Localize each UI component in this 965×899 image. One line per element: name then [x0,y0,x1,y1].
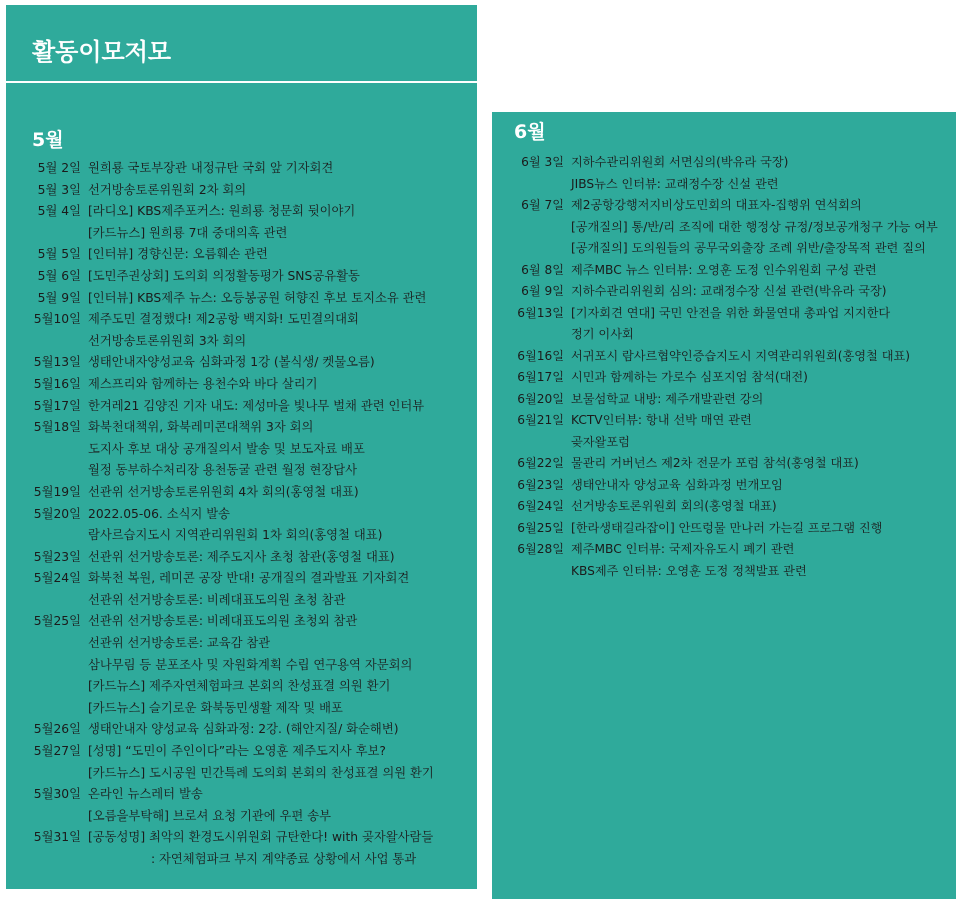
activity-date [6,331,81,353]
activity-row [6,806,477,828]
activity-row [6,396,477,418]
activity-text: 도지사 후보 대상 공개질의서 발송 및 보도자료 배포 [88,441,365,456]
activity-row [6,525,477,547]
activity-date: 5월31일 [33,830,81,845]
may-panel [6,5,477,889]
activity-date: 5월 6일 [37,268,81,283]
activity-date: 5월 9일 [37,290,81,305]
activity-text: [라디오] KBS제주포커스: 원희룡 청문회 뒷이야기 [88,204,356,219]
activity-date [6,655,81,677]
activity-text: 선관위 선거방송토론: 교육감 참관 [88,636,271,651]
activity-date [492,324,564,346]
activity-date [6,698,81,720]
activity-row [492,410,956,432]
activity-date: 5월 5일 [37,247,81,262]
title-bar [6,5,477,83]
activity-text: [인터뷰] KBS제주 뉴스: 오등봉공원 허향진 후보 토지소유 관련 [88,290,427,305]
may-heading: 5월 [32,129,64,151]
activity-row [6,827,477,849]
activity-row [6,849,477,871]
activity-row [492,367,956,389]
activity-date: 5월 4일 [37,204,81,219]
activity-text: 선관위 선거방송토론위원회 4차 회의(홍영철 대표) [88,484,359,499]
activity-text: 곶자왈포럼 [571,434,630,449]
activity-text: 제주MBC 뉴스 인터뷰: 오영훈 도정 인수위원회 구성 관련 [571,262,877,277]
activity-date: 6월21일 [517,413,564,427]
activity-row [6,763,477,785]
activity-date [6,633,81,655]
activity-text: 제주도민 결정했다! 제2공항 백지화! 도민결의대회 [88,312,359,327]
activity-row [6,331,477,353]
activity-row [6,504,477,526]
activity-date: 6월20일 [517,391,564,406]
activity-text: 2022.05-06. 소식지 발송 [88,506,231,521]
activity-date: 6월28일 [517,542,564,556]
activity-date [6,439,81,461]
activity-date [6,223,81,245]
activity-row [6,223,477,245]
activity-row [6,784,477,806]
activity-row [492,152,956,174]
activity-date: 5월20일 [33,506,81,521]
activity-text: [공개질의] 통/반/리 조직에 대한 행정상 규정/정보공개청구 가능 여부 [571,219,938,234]
activity-row [6,309,477,331]
activity-text: 생태안내자 양성교육 심화과정: 2강. (해안지질/ 화순해변) [88,722,399,737]
activity-row [6,611,477,633]
activity-row [6,547,477,569]
activity-text: [카드뉴스] 도시공원 민간특례 도의회 본회의 찬성표결 의원 환기 [88,765,434,780]
activity-date: 5월16일 [33,376,81,391]
may-activity-list [6,158,477,871]
activity-text: KCTV인터뷰: 항내 선박 매연 관련 [571,413,752,427]
activity-date: 5월25일 [33,614,81,629]
activity-row [492,496,956,518]
activity-date: 6월25일 [517,520,564,535]
june-panel [492,112,956,899]
activity-date: 5월17일 [33,398,81,413]
activity-row [492,260,956,282]
activity-date: 5월13일 [33,355,81,370]
activity-row [6,633,477,655]
activity-text: JIBS뉴스 인터뷰: 교래정수장 신설 관련 [571,176,779,191]
activity-date: 5월18일 [33,420,81,435]
activity-row [492,346,956,368]
activity-date [492,561,564,583]
activity-text: [카드뉴스] 제주자연체험파크 본회의 찬성표결 의원 환기 [88,679,391,694]
activity-text: 지하수관리위원회 심의: 교래정수장 신설 관련(박유라 국장) [571,284,887,298]
activity-text: 선관위 선거방송토론: 비례대표도의원 초청 참관 [88,592,346,607]
activity-date: 6월 3일 [521,155,564,169]
activity-row [492,195,956,217]
activity-text: 선거방송토론위원회 3차 회의 [88,333,247,348]
activity-text: [한라생태길라잡이] 안뜨렁물 만나러 가는길 프로그램 진행 [571,520,883,535]
activity-text: [카드뉴스] 원희룡 7대 중대의혹 관련 [88,225,288,240]
activity-row [6,244,477,266]
activity-row [492,561,956,583]
activity-date: 5월24일 [33,571,81,586]
activity-date: 6월 7일 [521,198,564,212]
activity-text: 지하수관리위원회 서면심의(박유라 국장) [571,155,789,169]
activity-text: 선거방송토론위원회 2차 회의 [88,182,247,197]
activity-row [6,741,477,763]
activity-text: 온라인 뉴스레터 발송 [88,787,203,802]
activity-text: 서귀포시 람사르협약인증습지도시 지역관리위원회(홍영철 대표) [571,348,911,363]
activity-row [6,460,477,482]
activity-row [492,475,956,497]
activity-text: [성명] “도민이 주인이다”라는 오영훈 제주도지사 후보? [88,744,386,759]
june-heading: 6월 [514,121,546,143]
activity-date: 6월23일 [517,477,564,492]
activity-date: 5월 3일 [37,182,81,197]
activity-text: 화북천대책위, 화북레미콘대책위 3자 회의 [88,420,314,435]
activity-text: [오름을부탁해] 브로셔 요청 기관에 우편 송부 [88,808,331,823]
activity-date: 6월22일 [517,456,564,470]
activity-date [492,432,564,454]
activity-row [6,482,477,504]
activity-text: 생태안내자 양성교육 심화과정 번개모임 [571,477,783,492]
activity-date: 6월 8일 [521,262,564,277]
activity-text: : 자연체험파크 부지 계약종료 상황에서 사업 통과 [151,852,417,866]
activity-text: 물관리 거버넌스 제2차 전문가 포럼 참석(홍영철 대표) [571,456,859,470]
activity-row [6,180,477,202]
activity-date [492,217,564,239]
activity-date: 6월16일 [517,348,564,363]
activity-text: [기자회견 연대] 국민 안전을 위한 화물연대 총파업 지지한다 [571,305,891,320]
activity-row [6,655,477,677]
activity-row [6,698,477,720]
activity-text: [공개질의] 도의원들의 공무국외출장 조례 위반/출장목적 관련 질의 [571,241,926,255]
activity-date [6,460,81,482]
activity-text: 정기 이사회 [571,327,634,341]
activity-row [6,374,477,396]
activity-date: 5월10일 [33,312,81,327]
activity-date [6,590,81,612]
activity-text: 보물섬학교 내방: 제주개발관련 강의 [571,391,764,406]
activity-text: 화북천 복원, 레미콘 공장 반대! 공개질의 결과발표 기자회견 [88,571,410,586]
activity-row [492,389,956,411]
activity-date [6,763,81,785]
june-activity-list [492,152,956,582]
activity-date: 5월19일 [33,484,81,499]
activity-date: 6월24일 [517,499,564,513]
activity-date [492,174,564,196]
activity-date: 6월 9일 [521,284,564,298]
activity-text: [카드뉴스] 슬기로운 화북동민생활 제작 및 배포 [88,700,343,715]
activity-text: 시민과 함께하는 가로수 심포지엄 참석(대전) [571,370,808,384]
activity-date: 5월30일 [33,787,81,802]
page-title: 활동이모저모 [32,38,172,66]
activity-row [492,324,956,346]
activity-text: 월정 동부하수처리장 용천동굴 관련 월정 현장답사 [88,463,357,478]
activity-row [492,174,956,196]
activity-row [6,352,477,374]
activity-date: 6월17일 [517,370,564,384]
activity-text: [인터뷰] 경향신문: 오름훼손 관련 [88,247,268,262]
activity-date: 5월23일 [33,549,81,564]
activity-text: [도민주권상회] 도의회 의정활동평가 SNS공유활동 [88,268,360,283]
activity-row [492,539,956,561]
activity-text: 선거방송토론위원회 회의(홍영철 대표) [571,499,777,513]
activity-row [492,217,956,239]
activity-row [492,432,956,454]
activity-date: 5월 2일 [37,161,81,175]
activity-row [492,303,956,325]
activity-row [492,518,956,540]
activity-date [6,676,81,698]
activity-row [6,201,477,223]
activity-date [6,525,81,547]
activity-row [6,719,477,741]
activity-row [6,266,477,288]
activity-date: 5월26일 [33,722,81,737]
activity-date: 6월13일 [517,305,564,320]
activity-text: 제스프리와 함께하는 용천수와 바다 살리기 [88,376,318,391]
activity-text: 삼나무림 등 분포조사 및 자원화계획 수립 연구용역 자문회의 [88,657,413,672]
activity-row [492,453,956,475]
activity-text: [공동성명] 최악의 환경도시위원회 규탄한다! with 곶자왈사람들 [88,830,434,845]
activity-text: KBS제주 인터뷰: 오영훈 도정 정책발표 관련 [571,563,807,578]
activity-text: 원희룡 국토부장관 내정규탄 국회 앞 기자회견 [88,161,334,175]
activity-text: 람사르습지도시 지역관리위원회 1차 회의(홍영철 대표) [88,528,383,543]
activity-date [492,238,564,260]
activity-text: 선관위 선거방송토론: 제주도지사 초청 참관(홍영철 대표) [88,549,395,564]
activity-row [6,439,477,461]
activity-row [492,238,956,260]
activity-date: 5월27일 [33,744,81,759]
activity-date [6,806,81,828]
activity-row [492,281,956,303]
activity-row [6,158,477,180]
activity-row [6,676,477,698]
activity-text: 제2공항강행저지비상도민회의 대표자-집행위 연석회의 [571,198,862,212]
activity-text: 한겨레21 김양진 기자 내도: 제성마을 빛나무 벌채 관련 인터뷰 [88,398,425,413]
activity-row [6,288,477,310]
activity-row [6,590,477,612]
activity-text: 선관위 선거방송토론: 비례대표도의원 초청외 참관 [88,614,358,629]
activity-text: 제주MBC 인터뷰: 국제자유도시 폐기 관련 [571,542,795,556]
activity-text: 생태안내자양성교육 심화과정 1강 (볼식생/ 켓물오름) [88,355,375,370]
activity-row [6,417,477,439]
activity-date [6,849,81,871]
activity-row [6,568,477,590]
